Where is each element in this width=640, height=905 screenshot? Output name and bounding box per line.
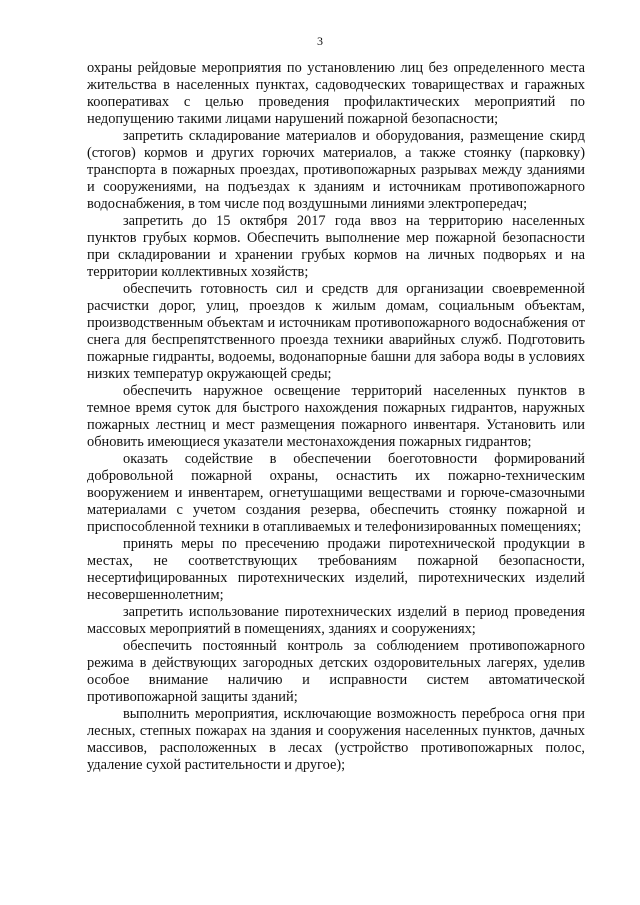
paragraph-children-camps: обеспечить постоянный контроль за соблюдением противопожарного режима в действующих загородных детских оздоровительных лагерях, уделив особое внимание наличию и исправности систем автоматической противопожарной защиты зданий;	[87, 638, 585, 705]
page-number: 3	[317, 34, 323, 48]
paragraph-outdoor-lighting: обеспечить наружное освещение территорий населенных пунктов в темное время суток для быстрого нахождения пожарных гидрантов, наружных пожарных лестниц и мест размещения пожарного инвентаря. Установить или обновить имеющиеся указатели местонахождения пожарных гидрантов;	[87, 383, 585, 450]
paragraph-storage-ban: запретить складирование материалов и оборудования, размещение скирд (стогов) кормов и других горючих материалов, а также стоянку (парковку) транспорта в пожарных проездах, противопожарных разрывах между зданиями и сооружениями, на подъездах к зданиям и источникам противопожарного водоснабжения, в том числе под воздушными линиями электропередач;	[87, 128, 585, 212]
paragraph-continuation: охраны рейдовые мероприятия по установлению лиц без определенного места жительства в населенных пунктах, садоводческих товариществах и гаражных кооперативах с целью проведения профилактических мероприятий по недопущению такими лицами нарушений пожарной безопасности;	[87, 60, 585, 127]
paragraph-snow-clearing: обеспечить готовность сил и средств для организации своевременной расчистки дорог, улиц, проездов к жилым домам, социальным объектам, производственным объектам и источникам противопожарного водоснабжения от снега для беспрепятственного проезда техники аварийных служб. Подготовить пожарные гидранты, водоемы, водонапорные башни для забора воды в условиях низких температур окружающей среды;	[87, 281, 585, 382]
paragraph-pyrotechnics-use: запретить использование пиротехнических изделий в период проведения массовых мероприятий в помещениях, зданиях и сооружениях;	[87, 604, 585, 637]
paragraph-feed-import-ban: запретить до 15 октября 2017 года ввоз на территорию населенных пунктов грубых кормов. Обеспечить выполнение мер пожарной безопасности при складировании и хранении грубых кормов на личных подворьях и на территории коллективных хозяйств;	[87, 213, 585, 280]
paragraph-pyrotechnics-sales: принять меры по пресечению продажи пиротехнической продукции в местах, не соответствующих требованиям пожарной безопасности, несертифицированных пиротехнических изделий, пиротехнических изделий несовершеннолетним;	[87, 536, 585, 603]
paragraph-wildfire-measures: выполнить мероприятия, исключающие возможность переброса огня при лесных, степных пожарах на здания и сооружения населенных пунктов, дачных массивов, расположенных в лесах (устройство противопожарных полос, удаление сухой растительности и другое);	[87, 706, 585, 773]
paragraph-volunteer-brigades: оказать содействие в обеспечении боеготовности формирований добровольной пожарной охраны, оснастить их пожарно-техническим вооружением и инвентарем, огнетушащими веществами и горюче-смазочными материалами с учетом создания резерва, обеспечить стоянку пожарной и приспособленной техники в отапливаемых и телефонизированных помещениях;	[87, 451, 585, 535]
document-body	[87, 60, 585, 774]
